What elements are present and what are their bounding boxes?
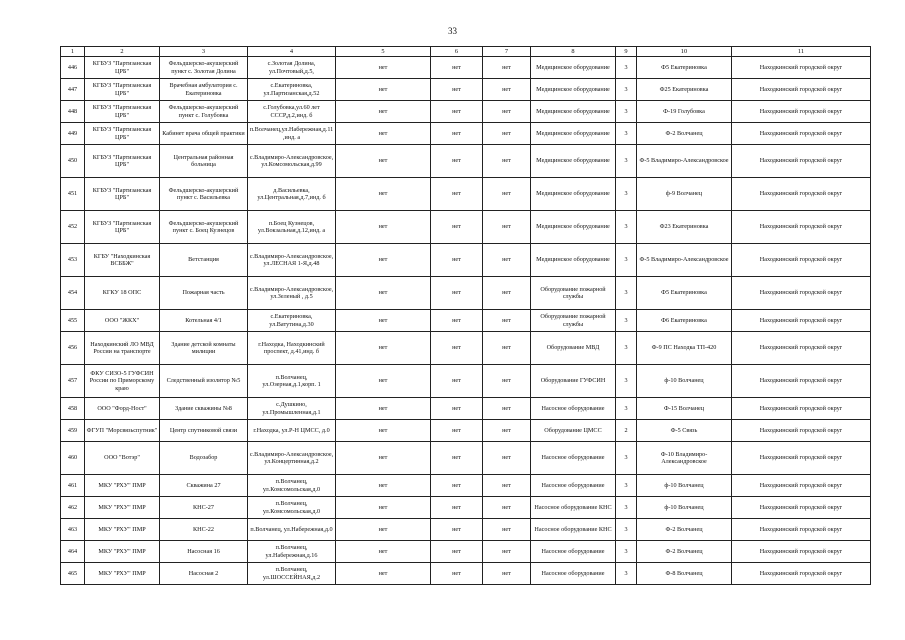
organization-cell: МКУ "РХУ" ПМР [85, 497, 160, 519]
column-6-cell: нет [431, 277, 483, 310]
district-cell: Находкинский городской округ [732, 519, 871, 541]
table-row [61, 79, 871, 101]
table-row [61, 332, 871, 365]
object-name-cell: Центральная районная больница [160, 145, 248, 178]
equipment-cell: Оборудование пожарной службы [531, 277, 616, 310]
column-5-cell: нет [336, 420, 431, 442]
object-name-cell: Фельдшерско-акушерский пункт с. Золотая Долина [160, 57, 248, 79]
category-cell: 3 [616, 541, 637, 563]
column-6-cell: нет [431, 563, 483, 585]
district-cell: Находкинский городской округ [732, 420, 871, 442]
column-7-cell: нет [483, 519, 531, 541]
equipment-cell: Оборудование МВД [531, 332, 616, 365]
column-header: 2 [85, 47, 160, 57]
address-cell: с.Владимиро-Александровское, ул.Зеленый , д.5 [248, 277, 336, 310]
column-7-cell: нет [483, 145, 531, 178]
column-5-cell: нет [336, 519, 431, 541]
equipment-cell: Медицинское оборудование [531, 79, 616, 101]
column-7-cell: нет [483, 475, 531, 497]
category-cell: 3 [616, 310, 637, 332]
equipment-cell: Медицинское оборудование [531, 145, 616, 178]
district-cell: Находкинский городской округ [732, 398, 871, 420]
address-cell: с.Золотая Долина, ул.Почтовый,д.5, [248, 57, 336, 79]
district-cell: Находкинский городской округ [732, 79, 871, 101]
organization-cell: КГБУЗ "Партизанская ЦРБ" [85, 178, 160, 211]
column-7-cell: нет [483, 332, 531, 365]
column-header: 9 [616, 47, 637, 57]
organization-cell: ФКУ СИЗО-5 ГУФСИН России по Приморскому краю [85, 365, 160, 398]
row-number-cell: 459 [61, 420, 85, 442]
table-row [61, 178, 871, 211]
district-cell: Находкинский городской округ [732, 475, 871, 497]
district-cell: Находкинский городской округ [732, 244, 871, 277]
column-6-cell: нет [431, 101, 483, 123]
power-source-cell: Ф25 Екатериновка [637, 79, 732, 101]
equipment-cell: Медицинское оборудование [531, 57, 616, 79]
organization-cell: КГБУЗ "Партизанская ЦРБ" [85, 211, 160, 244]
power-source-cell: Ф6 Екатериновка [637, 310, 732, 332]
equipment-cell: Насосное оборудование КНС [531, 519, 616, 541]
table-row [61, 145, 871, 178]
category-cell: 2 [616, 420, 637, 442]
column-6-cell: нет [431, 123, 483, 145]
organization-cell: КГБУ "Находкинская ВСББЖ" [85, 244, 160, 277]
equipment-cell: Насосное оборудование [531, 475, 616, 497]
column-6-cell: нет [431, 178, 483, 211]
column-7-cell: нет [483, 101, 531, 123]
power-source-cell: Ф-15 Волчанец [637, 398, 732, 420]
row-number-cell: 451 [61, 178, 85, 211]
address-cell: п.Волчанец, ул.Комсомольская,д.0 [248, 475, 336, 497]
row-number-cell: 450 [61, 145, 85, 178]
power-source-cell: ф-9 Волчанец [637, 178, 732, 211]
table-row [61, 365, 871, 398]
column-7-cell: нет [483, 277, 531, 310]
table-row [61, 277, 871, 310]
column-5-cell: нет [336, 145, 431, 178]
column-5-cell: нет [336, 442, 431, 475]
address-cell: с.Екатериновка, ул.Партизанская,д.52 [248, 79, 336, 101]
equipment-cell: Насосное оборудование КНС [531, 497, 616, 519]
organization-cell: КГБУЗ "Партизанская ЦРБ" [85, 123, 160, 145]
column-6-cell: нет [431, 211, 483, 244]
organization-cell: КГБУЗ "Партизанская ЦРБ" [85, 145, 160, 178]
column-5-cell: нет [336, 398, 431, 420]
column-7-cell: нет [483, 211, 531, 244]
column-header: 8 [531, 47, 616, 57]
power-source-cell: Ф-2 Волчанец [637, 123, 732, 145]
table-body [61, 57, 871, 585]
row-number-cell: 460 [61, 442, 85, 475]
organization-cell: МКУ "РХУ" ПМР [85, 541, 160, 563]
header-row [61, 47, 871, 57]
district-cell: Находкинский городской округ [732, 277, 871, 310]
column-6-cell: нет [431, 442, 483, 475]
column-7-cell: нет [483, 497, 531, 519]
district-cell: Находкинский городской округ [732, 497, 871, 519]
table-row [61, 244, 871, 277]
column-6-cell: нет [431, 145, 483, 178]
object-name-cell: Здание детской комнаты милиции [160, 332, 248, 365]
column-5-cell: нет [336, 101, 431, 123]
equipment-cell: Медицинское оборудование [531, 178, 616, 211]
equipment-cell: Медицинское оборудование [531, 101, 616, 123]
column-7-cell: нет [483, 365, 531, 398]
category-cell: 3 [616, 57, 637, 79]
object-name-cell: Следственный изолятор №5 [160, 365, 248, 398]
column-5-cell: нет [336, 475, 431, 497]
column-7-cell: нет [483, 244, 531, 277]
category-cell: 3 [616, 563, 637, 585]
district-cell: Находкинский городской округ [732, 101, 871, 123]
organization-cell: Находкинский ЛО МВД России на транспорте [85, 332, 160, 365]
organization-cell: МКУ "РХУ" ПМР [85, 475, 160, 497]
object-name-cell: КНС-22 [160, 519, 248, 541]
page-number: 33 [448, 26, 457, 36]
district-cell: Находкинский городской округ [732, 310, 871, 332]
power-source-cell: Ф-9 ПС Находка ТП-420 [637, 332, 732, 365]
category-cell: 3 [616, 497, 637, 519]
address-cell: п.Волчанец, ул.Набережная,д.0 [248, 519, 336, 541]
power-source-cell: Ф23 Екатериновка [637, 211, 732, 244]
row-number-cell: 446 [61, 57, 85, 79]
column-5-cell: нет [336, 178, 431, 211]
column-5-cell: нет [336, 244, 431, 277]
address-cell: с.Владимиро-Александровское, ул.Комсомольская,д.99 [248, 145, 336, 178]
category-cell: 3 [616, 398, 637, 420]
address-cell: п.Волчанец, ул.Комсомольская,д.0 [248, 497, 336, 519]
column-6-cell: нет [431, 57, 483, 79]
power-source-cell: Ф-5 Владимиро-Александровское [637, 244, 732, 277]
column-6-cell: нет [431, 244, 483, 277]
column-header: 7 [483, 47, 531, 57]
column-5-cell: нет [336, 211, 431, 244]
object-name-cell: Фельдшерско-акушерский пункт с. Боец Кузнецов [160, 211, 248, 244]
row-number-cell: 448 [61, 101, 85, 123]
category-cell: 3 [616, 519, 637, 541]
table-row [61, 519, 871, 541]
equipment-cell: Насосное оборудование [531, 563, 616, 585]
power-source-cell: Ф-8 Волчанец [637, 563, 732, 585]
address-cell: г.Находка, ул.Р-Н ЦМСС, д.0 [248, 420, 336, 442]
category-cell: 3 [616, 101, 637, 123]
column-6-cell: нет [431, 475, 483, 497]
row-number-cell: 461 [61, 475, 85, 497]
column-7-cell: нет [483, 123, 531, 145]
district-cell: Находкинский городской округ [732, 211, 871, 244]
address-cell: с.Владимиро-Александровское, ул.Концертинная,д.2 [248, 442, 336, 475]
table-row [61, 420, 871, 442]
equipment-cell: Насосное оборудование [531, 541, 616, 563]
table-row [61, 475, 871, 497]
column-header: 4 [248, 47, 336, 57]
district-cell: Находкинский городской округ [732, 57, 871, 79]
power-source-cell: Ф-2 Волчанец [637, 519, 732, 541]
column-7-cell: нет [483, 541, 531, 563]
district-cell: Находкинский городской округ [732, 541, 871, 563]
equipment-cell: Оборудование пожарной службы [531, 310, 616, 332]
power-source-cell: Ф-19 Голубовка [637, 101, 732, 123]
district-cell: Находкинский городской округ [732, 332, 871, 365]
table-row [61, 442, 871, 475]
equipment-cell: Оборудование ЦМСС [531, 420, 616, 442]
address-cell: с.Душкино, ул.Промышленная,д.1 [248, 398, 336, 420]
object-name-cell: Фельдшерско-акушерский пункт с. Васильевка [160, 178, 248, 211]
table-row [61, 497, 871, 519]
district-cell: Находкинский городской округ [732, 145, 871, 178]
organization-cell: КГБУЗ "Партизанская ЦРБ" [85, 101, 160, 123]
column-6-cell: нет [431, 79, 483, 101]
column-6-cell: нет [431, 398, 483, 420]
district-cell: Находкинский городской округ [732, 365, 871, 398]
data-table [60, 46, 871, 585]
category-cell: 3 [616, 475, 637, 497]
organization-cell: МКУ "РХУ" ПМР [85, 519, 160, 541]
row-number-cell: 447 [61, 79, 85, 101]
equipment-cell: Медицинское оборудование [531, 244, 616, 277]
object-name-cell: Центр спутниковой связи [160, 420, 248, 442]
power-source-cell: Ф-10 Владимиро-Александровское [637, 442, 732, 475]
category-cell: 3 [616, 178, 637, 211]
equipment-cell: Медицинское оборудование [531, 211, 616, 244]
column-5-cell: нет [336, 497, 431, 519]
power-source-cell: ф-10 Волчанец [637, 497, 732, 519]
organization-cell: МКУ "РХУ" ПМР [85, 563, 160, 585]
category-cell: 3 [616, 244, 637, 277]
address-cell: с.Владимиро-Александровское, ул.ЛЕСНАЯ 1-Я,д.48 [248, 244, 336, 277]
row-number-cell: 462 [61, 497, 85, 519]
category-cell: 3 [616, 277, 637, 310]
address-cell: п.Боец Кузнецов, ул.Вокзальная,д.12,инд. а [248, 211, 336, 244]
row-number-cell: 452 [61, 211, 85, 244]
address-cell: с.Голубовка,ул.60 лет СССР,д.2,инд. б [248, 101, 336, 123]
column-5-cell: нет [336, 563, 431, 585]
column-7-cell: нет [483, 79, 531, 101]
object-name-cell: Насосная 16 [160, 541, 248, 563]
table-row [61, 57, 871, 79]
row-number-cell: 463 [61, 519, 85, 541]
column-5-cell: нет [336, 79, 431, 101]
district-cell: Находкинский городской округ [732, 178, 871, 211]
organization-cell: ФГУП "Морсвязьспутник" [85, 420, 160, 442]
address-cell: г.Находка, Находкинский проспект, д.41,инд. б [248, 332, 336, 365]
column-7-cell: нет [483, 420, 531, 442]
column-6-cell: нет [431, 519, 483, 541]
equipment-cell: Оборудование ГУФСИН [531, 365, 616, 398]
address-cell: с.Екатериновка, ул.Ватутина,д.30 [248, 310, 336, 332]
object-name-cell: Котельная 4/1 [160, 310, 248, 332]
row-number-cell: 455 [61, 310, 85, 332]
object-name-cell: Пожарная часть [160, 277, 248, 310]
category-cell: 3 [616, 211, 637, 244]
power-source-cell: Ф-2 Волчанец [637, 541, 732, 563]
column-5-cell: нет [336, 310, 431, 332]
row-number-cell: 453 [61, 244, 85, 277]
row-number-cell: 454 [61, 277, 85, 310]
power-source-cell: Ф-5 Связь [637, 420, 732, 442]
column-header: 1 [61, 47, 85, 57]
table-row [61, 541, 871, 563]
organization-cell: ООО "Форд-Ност" [85, 398, 160, 420]
table-row [61, 101, 871, 123]
column-header: 3 [160, 47, 248, 57]
address-cell: п.Волчанец, ул.Озерная,д.1,корп. 1 [248, 365, 336, 398]
object-name-cell: Кабинет врача общей практики [160, 123, 248, 145]
table-row [61, 310, 871, 332]
column-6-cell: нет [431, 541, 483, 563]
column-6-cell: нет [431, 332, 483, 365]
address-cell: п.Волчанец, ул.Набережная,д.16 [248, 541, 336, 563]
organization-cell: КГБУЗ "Партизанская ЦРБ" [85, 57, 160, 79]
column-7-cell: нет [483, 57, 531, 79]
column-5-cell: нет [336, 365, 431, 398]
equipment-cell: Медицинское оборудование [531, 123, 616, 145]
address-cell: д.Васильевка, ул.Центральная,д.7,инд. б [248, 178, 336, 211]
column-7-cell: нет [483, 398, 531, 420]
column-6-cell: нет [431, 310, 483, 332]
column-7-cell: нет [483, 442, 531, 475]
power-source-cell: ф-10 Волчанец [637, 475, 732, 497]
category-cell: 3 [616, 332, 637, 365]
column-6-cell: нет [431, 420, 483, 442]
power-source-cell: Ф-5 Владимиро-Александровское [637, 145, 732, 178]
column-7-cell: нет [483, 310, 531, 332]
category-cell: 3 [616, 123, 637, 145]
row-number-cell: 464 [61, 541, 85, 563]
column-5-cell: нет [336, 277, 431, 310]
column-6-cell: нет [431, 365, 483, 398]
table-row [61, 123, 871, 145]
power-source-cell: ф-10 Волчанец [637, 365, 732, 398]
column-5-cell: нет [336, 332, 431, 365]
organization-cell: ООО "ЖКХ" [85, 310, 160, 332]
object-name-cell: Насосная 2 [160, 563, 248, 585]
row-number-cell: 449 [61, 123, 85, 145]
power-source-cell: Ф5 Екатериновка [637, 277, 732, 310]
district-cell: Находкинский городской округ [732, 123, 871, 145]
table-row [61, 398, 871, 420]
category-cell: 3 [616, 442, 637, 475]
row-number-cell: 456 [61, 332, 85, 365]
row-number-cell: 457 [61, 365, 85, 398]
object-name-cell: Ветстанция [160, 244, 248, 277]
column-5-cell: нет [336, 57, 431, 79]
address-cell: п.Волчанец,ул.Набережная,д.11,инд. а [248, 123, 336, 145]
object-name-cell: Водозабор [160, 442, 248, 475]
column-header: 10 [637, 47, 732, 57]
table-row [61, 211, 871, 244]
object-name-cell: Скважина 27 [160, 475, 248, 497]
category-cell: 3 [616, 79, 637, 101]
column-5-cell: нет [336, 541, 431, 563]
table-row [61, 563, 871, 585]
category-cell: 3 [616, 145, 637, 178]
equipment-cell: Насосное оборудование [531, 442, 616, 475]
column-header: 6 [431, 47, 483, 57]
column-7-cell: нет [483, 178, 531, 211]
equipment-cell: Насосное оборудование [531, 398, 616, 420]
object-name-cell: КНС-27 [160, 497, 248, 519]
organization-cell: КГБУЗ "Партизанская ЦРБ" [85, 79, 160, 101]
row-number-cell: 458 [61, 398, 85, 420]
column-header: 11 [732, 47, 871, 57]
address-cell: п.Волчанец, ул.ШОССЕЙНАЯ,д.2 [248, 563, 336, 585]
organization-cell: ООО "Вотэр" [85, 442, 160, 475]
organization-cell: КГКУ 18 ОПС [85, 277, 160, 310]
district-cell: Находкинский городской округ [732, 563, 871, 585]
column-5-cell: нет [336, 123, 431, 145]
object-name-cell: Здание скважины №8 [160, 398, 248, 420]
object-name-cell: Фельдшерско-акушерский пункт с. Голубовка [160, 101, 248, 123]
object-name-cell: Врачебная амбулатория с. Екатериновка [160, 79, 248, 101]
category-cell: 3 [616, 365, 637, 398]
column-header: 5 [336, 47, 431, 57]
column-6-cell: нет [431, 497, 483, 519]
row-number-cell: 465 [61, 563, 85, 585]
district-cell: Находкинский городской округ [732, 442, 871, 475]
column-7-cell: нет [483, 563, 531, 585]
power-source-cell: Ф5 Екатериновка [637, 57, 732, 79]
